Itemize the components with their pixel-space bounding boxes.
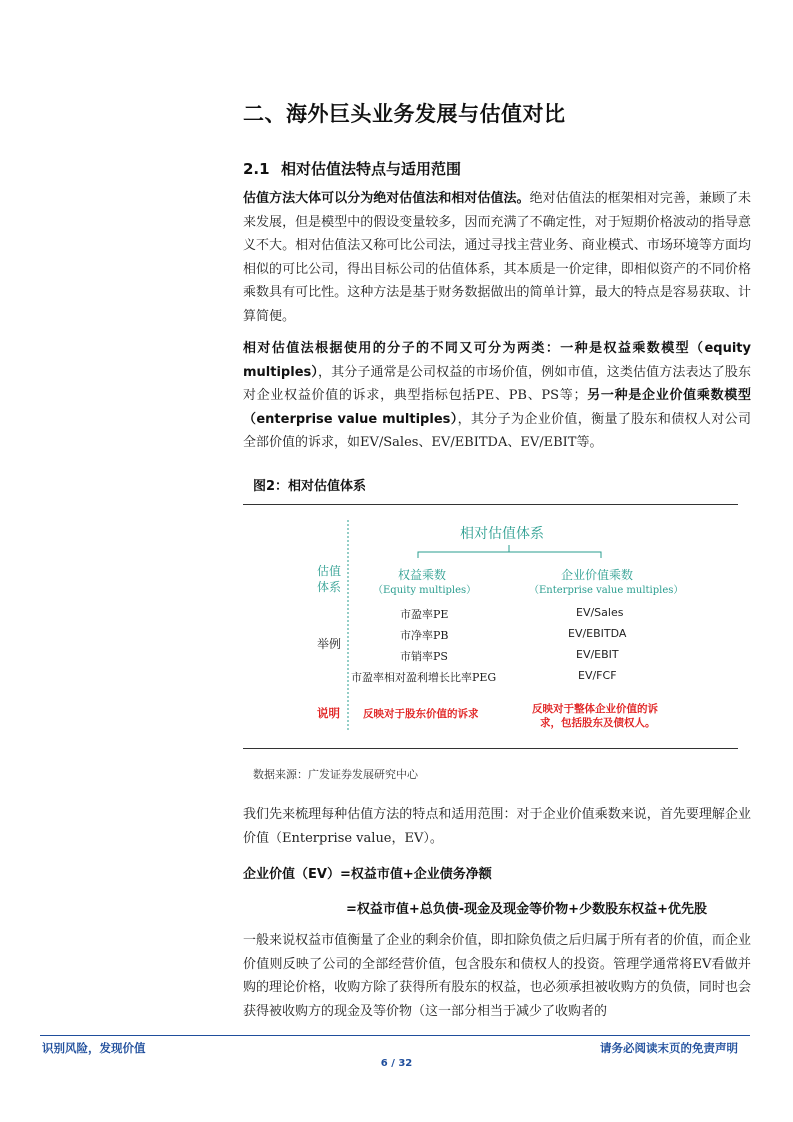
subsection-number: 2.1 xyxy=(243,160,270,178)
page-number: 6 / 32 xyxy=(380,1058,413,1069)
example-ev-ebitda: EV/EBITDA xyxy=(568,627,627,640)
example-pe: 市盈率PE xyxy=(400,608,449,621)
row-label-system-2: 体系 xyxy=(317,580,342,594)
figure-title: 图2：相对估值体系 xyxy=(253,479,367,494)
section-heading: 二、海外巨头业务发展与估值对比 xyxy=(243,102,566,126)
ev-multiples-name: 企业价值乘数 xyxy=(561,568,634,582)
example-ev-sales: EV/Sales xyxy=(576,606,624,619)
subsection-text: 相对估值法特点与适用范围 xyxy=(281,160,462,178)
paragraph-2-lead: 相对估值法根据使用的分子的不同又可分为两类：一种是权益乘数模型（equity multiples） xyxy=(243,341,751,380)
figure-source: 数据来源：广发证券发展研究中心 xyxy=(253,768,418,781)
paragraph-1-lead: 估值方法大体可以分为绝对估值法和相对估值法。 xyxy=(243,191,530,206)
row-label-system-1: 估值 xyxy=(317,564,342,578)
equity-note: 反映对于股东价值的诉求 xyxy=(363,708,479,720)
ev-note-line-2: 求，包括股东及债权人。 xyxy=(540,717,656,729)
valuation-diagram xyxy=(243,505,738,748)
example-ev-fcf: EV/FCF xyxy=(578,669,617,682)
footer-right: 请务必阅读末页的免责声明 xyxy=(600,1041,738,1055)
footer-rule xyxy=(40,1035,750,1036)
paragraph-1-body: 绝对估值法的框架相对完善，兼顾了未来发展，但是模型中的假设变量较多，因而充满了不确定性，对于短期价格波动的指导意义不大。相对估值法又称可比公司法，通过寻找主营业务、商业模式、市场环境等方面均相似的可比公司，得出目标公司的估值体系，其本质是一价定律，即相似资产的不同价格乘数具有可比性。这种方法是基于财务数据做出的简单计算，最大的特点是容易获取、计算简便。 xyxy=(243,191,751,324)
paragraph-3: 我们先来梳理每种估值方法的特点和适用范围：对于企业价值乘数来说，首先要理解企业价值（Enterprise value，EV）。 xyxy=(243,807,751,846)
paragraph-4: 一般来说权益市值衡量了企业的剩余价值，即扣除负债之后归属于所有者的价值，而企业价值则反映了公司的全部经营价值，包含股东和债权人的投资。管理学通常将EV看做并购的理论价格，收购方除了获得所有股东的权益，也必须承担被收购方的负债，同时也会获得被收购方的现金及等价物（这一部分相当于减少了收购者的 xyxy=(243,933,751,1019)
subsection-title xyxy=(243,158,461,179)
row-label-examples: 举例 xyxy=(317,637,342,651)
example-ev-ebit: EV/EBIT xyxy=(576,648,619,661)
example-ps: 市销率PS xyxy=(400,650,448,663)
diagram-title: 相对估值体系 xyxy=(460,526,544,542)
ev-multiples-english: （Enterprise value multiples） xyxy=(529,585,684,596)
row-label-notes: 说明 xyxy=(317,706,340,720)
paragraph-2-lead-2: 另一种是企业价值乘数模型（enterprise value multiples） xyxy=(243,388,751,427)
footer-left: 识别风险，发现价值 xyxy=(42,1041,146,1055)
equity-multiples-name: 权益乘数 xyxy=(398,568,447,582)
figure-bottom-rule xyxy=(243,748,738,749)
example-peg: 市盈率相对盈利增长比率PEG xyxy=(351,671,497,684)
diagram-bracket xyxy=(418,552,601,558)
paragraph-2-body-1: ，其分子通常是公司权益的市场价值，例如市值，这类估值方法表达了股东对企业权益价值的诉求，典型指标包括PE、PB、PS等； xyxy=(243,364,751,404)
equation-2: =权益市值+总负债-现金及现金等价物+少数股东权益+优先股 xyxy=(346,902,707,917)
paragraph-1 xyxy=(243,187,751,329)
equation-1: 企业价值（EV）=权益市值+企业债务净额 xyxy=(243,867,492,882)
paragraph-2 xyxy=(243,337,751,455)
ev-note-line-1: 反映对于整体企业价值的诉 xyxy=(532,703,658,715)
equity-multiples-english: （Equity multiples） xyxy=(373,585,477,596)
paragraph-2-body-2: ，其分子为企业价值，衡量了股东和债权人对公司全部价值的诉求，如EV/Sales、EV/EBITDA、EV/EBIT等。 xyxy=(243,411,751,451)
example-pb: 市净率PB xyxy=(400,629,449,642)
